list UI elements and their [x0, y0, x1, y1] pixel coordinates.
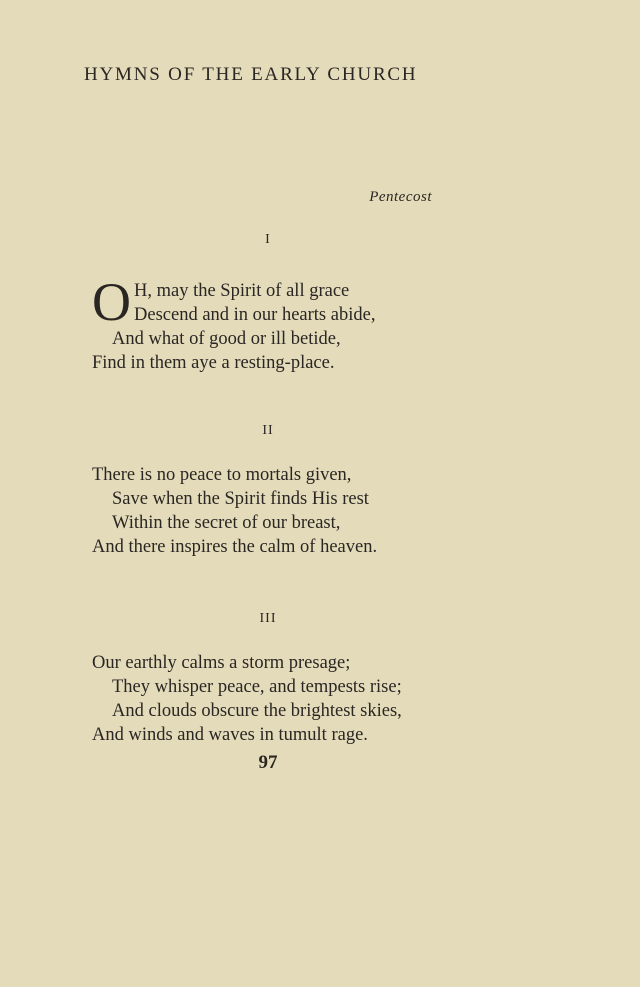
- stanza-numeral-2: II: [262, 423, 274, 438]
- running-head: HYMNS OF THE EARLY CHURCH: [84, 64, 418, 85]
- stanza-2: [92, 463, 532, 559]
- verse-line: Within the secret of our breast,: [112, 513, 341, 533]
- verse-line: And what of good or ill betide,: [112, 329, 341, 349]
- verse-line: They whisper peace, and tempests rise;: [112, 677, 402, 697]
- stanza-numeral-3: III: [259, 611, 277, 626]
- verse-line: Our earthly calms a storm presage;: [92, 653, 351, 673]
- verse-line: There is no peace to mortals given,: [92, 465, 352, 485]
- stanza-numeral-1: I: [265, 232, 271, 247]
- verse-line: Descend and in our hearts abide,: [134, 305, 376, 325]
- drop-cap: O: [92, 272, 131, 332]
- stanza-1: [92, 272, 532, 375]
- verse-line: Find in them aye a resting-place.: [92, 353, 335, 373]
- verse-line: And clouds obscure the brightest skies,: [112, 701, 402, 721]
- verse-line: Save when the Spirit finds His rest: [112, 489, 369, 509]
- verse-line: H, may the Spirit of all grace: [134, 281, 350, 301]
- verse-line: And winds and waves in tumult rage.: [92, 725, 368, 745]
- stanza-3: [92, 651, 532, 747]
- page-number: 97: [258, 752, 278, 773]
- verse-line: And there inspires the calm of heaven.: [92, 537, 378, 557]
- occasion-label: Pentecost: [369, 189, 432, 205]
